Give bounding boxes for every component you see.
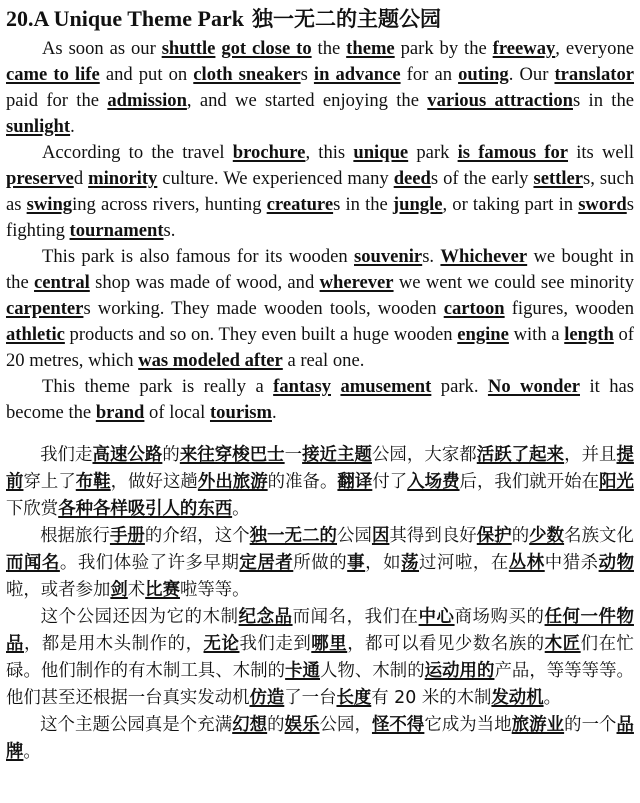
title-chinese: 独一无二的主题公园	[251, 7, 441, 31]
english-paragraph	[6, 244, 634, 374]
text-run: .	[70, 116, 75, 137]
text-run: and put on	[99, 64, 194, 85]
text-run: products and so on. They even built a huge wooden	[64, 324, 458, 345]
vocabulary-term: was modeled after	[138, 350, 283, 371]
vocabulary-term: 幻想	[232, 715, 268, 735]
vocabulary-term: 长度	[336, 688, 372, 708]
text-run: its well	[568, 142, 634, 163]
text-run: This park is also famous for its wooden	[42, 246, 354, 267]
vocabulary-term: 因	[371, 526, 390, 546]
vocabulary-term: central	[34, 272, 90, 293]
vocabulary-term: 入场费	[407, 472, 460, 492]
text-run: 根据旅行	[40, 526, 110, 546]
text-run: . Our	[508, 64, 555, 85]
text-run: 人物、木制的	[320, 661, 425, 681]
text-run: 这个主题公园真是个充满	[40, 715, 233, 735]
text-run: 啦，或者参加	[6, 580, 111, 600]
vocabulary-term: 比赛	[145, 580, 180, 600]
text-run: , and we started enjoying the	[186, 90, 428, 111]
vocabulary-term: amusement	[340, 376, 432, 397]
text-run: 而闻名，我们在	[292, 607, 419, 627]
text-run: s, such as	[6, 168, 634, 215]
vocabulary-term: 活跃了起来	[476, 445, 565, 465]
vocabulary-term: came to life	[6, 64, 100, 85]
text-run: 的	[267, 715, 285, 735]
text-run: , everyone	[555, 38, 634, 59]
text-run: we went we could see minority	[393, 272, 634, 293]
text-run: 。	[23, 742, 41, 762]
vocabulary-term: brochure	[232, 142, 306, 163]
text-run: 了一台	[284, 688, 337, 708]
vocabulary-term: cloth sneaker	[193, 64, 301, 85]
vocabulary-term: sunlight	[6, 116, 71, 137]
text-run: 的介绍，这个	[144, 526, 250, 546]
vocabulary-term: 定居者	[239, 553, 294, 573]
vocabulary-term: 手册	[109, 526, 145, 546]
text-run: 这个公园还因为它的木制	[40, 607, 239, 627]
vocabulary-term: 无论	[203, 634, 240, 654]
vocabulary-term: minority	[88, 168, 158, 189]
text-run: 的	[162, 445, 180, 465]
vocabulary-term: No wonder	[487, 376, 580, 397]
text-run: s working. They made wooden tools, wooden	[83, 298, 444, 319]
vocabulary-term: fantasy	[273, 376, 331, 397]
text-run: 后，我们就开始在	[459, 472, 600, 492]
vocabulary-term: freeway	[492, 38, 556, 59]
vocabulary-term: 剑	[110, 580, 128, 600]
chinese-translation	[6, 442, 634, 766]
text-run: 的一个	[564, 715, 617, 735]
text-run: 过河啦，在	[419, 553, 509, 573]
vocabulary-term: 旅游业	[511, 715, 565, 735]
vocabulary-term: 保护	[476, 526, 512, 546]
text-run: 。	[232, 499, 250, 519]
vocabulary-term: carpenter	[6, 298, 84, 319]
vocabulary-term: shuttle	[161, 38, 216, 59]
text-run: 我们走到	[239, 634, 312, 654]
vocabulary-term: deed	[393, 168, 431, 189]
vocabulary-term: 娱乐	[284, 715, 320, 735]
text-run: park by the	[394, 38, 493, 59]
text-run: As soon as our	[42, 38, 162, 59]
text-run: we bought in the	[6, 246, 634, 293]
chinese-paragraph	[6, 712, 634, 766]
text-run: 们在忙碌。他们制作的有木制工具、木制的	[6, 634, 634, 681]
vocabulary-term: 阳光	[599, 472, 634, 492]
text-run: figures, wooden	[504, 298, 634, 319]
vocabulary-term: swing	[26, 194, 73, 215]
vocabulary-term: brand	[95, 402, 145, 423]
text-run: 中猎杀	[544, 553, 599, 573]
vocabulary-term: 丛林	[508, 553, 545, 573]
chinese-paragraph	[6, 523, 634, 604]
vocabulary-term: unique	[353, 142, 409, 163]
vocabulary-term: athletic	[6, 324, 65, 345]
vocabulary-term: preserve	[6, 168, 74, 189]
text-run: s.	[422, 246, 441, 267]
vocabulary-term: 独一无二的	[249, 526, 338, 546]
vocabulary-term: Whichever	[440, 246, 528, 267]
vocabulary-term: theme	[346, 38, 395, 59]
vocabulary-term: jungle	[392, 194, 443, 215]
text-run: park	[408, 142, 458, 163]
text-run: ，都是用木头制作的，	[23, 634, 204, 654]
vocabulary-term: souvenir	[354, 246, 423, 267]
text-run: 它成为当地	[424, 715, 512, 735]
section-gap	[6, 426, 634, 442]
vocabulary-term: outing	[458, 64, 509, 85]
text-run: for an	[400, 64, 459, 85]
text-run: 的准备。	[267, 472, 338, 492]
vocabulary-term: 哪里	[311, 634, 348, 654]
vocabulary-term: sword	[578, 194, 627, 215]
vocabulary-term: admission	[107, 90, 187, 111]
vocabulary-term: 运动用的	[424, 661, 495, 681]
text-run: 我们走	[40, 445, 93, 465]
text-run: , or taking part in	[442, 194, 579, 215]
text-run: of local	[144, 402, 210, 423]
vocabulary-term: got close to	[221, 38, 312, 59]
english-paragraph	[6, 140, 634, 244]
chinese-paragraph	[6, 442, 634, 523]
vocabulary-term: 动物	[598, 553, 634, 573]
text-run: 。我们体验了许多早期	[59, 553, 240, 573]
vocabulary-term: cartoon	[443, 298, 505, 319]
vocabulary-term: creature	[266, 194, 334, 215]
text-run: 有 20 米的木制	[371, 688, 492, 708]
text-run: s of the early	[430, 168, 534, 189]
text-run: s	[300, 64, 314, 85]
vocabulary-term: 发动机	[491, 688, 544, 708]
english-paragraph	[6, 374, 634, 426]
text-run: shop was made of wood, and	[89, 272, 320, 293]
text-run: d	[73, 168, 89, 189]
text-run: 产品，等等等等。他们甚至还根据一台真实发动机	[6, 661, 634, 708]
text-run: .	[271, 402, 277, 423]
vocabulary-term: 木匠	[544, 634, 581, 654]
vocabulary-term: 卡通	[285, 661, 320, 681]
text-run: 。	[543, 688, 561, 708]
vocabulary-term: 中心	[418, 607, 455, 627]
vocabulary-term: 布鞋	[75, 472, 111, 492]
text-run: 商场购买的	[454, 607, 545, 627]
text-run: park.	[431, 376, 488, 397]
vocabulary-term: 少数	[529, 526, 565, 546]
chinese-paragraph	[6, 604, 634, 712]
vocabulary-term: 事	[347, 553, 366, 573]
vocabulary-term: tournament	[69, 220, 164, 241]
vocabulary-term: is famous for	[457, 142, 569, 163]
text-run: paid for the	[6, 90, 108, 111]
vocabulary-term: 来往穿梭巴士	[179, 445, 285, 465]
text-run: 公园	[337, 526, 372, 546]
text-run: s fighting	[6, 194, 634, 241]
vocabulary-term: 怪不得	[371, 715, 425, 735]
title-english: 20.A Unique Theme Park	[6, 6, 244, 31]
vocabulary-term: 各种各样吸引人的东西	[58, 499, 233, 519]
text-run: culture. We experienced many	[157, 168, 394, 189]
text-run: 所做的	[293, 553, 348, 573]
text-run: the	[311, 38, 347, 59]
text-run: ，做好这趟	[110, 472, 198, 492]
vocabulary-term: various attraction	[427, 90, 573, 111]
text-run: ，如	[365, 553, 402, 573]
text-run: 公园，大家都	[371, 445, 477, 465]
text-run: 啦等等。	[179, 580, 250, 600]
text-run: s in the	[333, 194, 393, 215]
vocabulary-term: 翻译	[337, 472, 373, 492]
text-run: According to the travel	[42, 142, 233, 163]
text-run: , this	[305, 142, 354, 163]
vocabulary-term: 纪念品	[238, 607, 293, 627]
vocabulary-term: 任何一件物品	[6, 607, 634, 654]
vocabulary-term: 仿造	[249, 688, 285, 708]
text-run: 付了	[372, 472, 408, 492]
vocabulary-term: 荡	[401, 553, 420, 573]
vocabulary-term: engine	[457, 324, 509, 345]
text-run: ，都可以看见少数名族的	[347, 634, 545, 654]
text-run: s.	[163, 220, 176, 241]
text-run: 一	[284, 445, 303, 465]
text-run: ，并且	[564, 445, 617, 465]
text-run: s in the	[572, 90, 635, 111]
text-run: 公园，	[319, 715, 372, 735]
vocabulary-term: translator	[554, 64, 635, 85]
text-run: ing across rivers, hunting	[72, 194, 267, 215]
text-run: of 20 metres, which	[6, 324, 634, 371]
vocabulary-term: tourism	[209, 402, 272, 423]
text-run: a real one.	[282, 350, 365, 371]
text-run: This theme park is really a	[42, 376, 274, 397]
vocabulary-term: 而闻名	[6, 553, 60, 573]
vocabulary-term: in advance	[313, 64, 401, 85]
vocabulary-term: 高速公路	[92, 445, 163, 465]
text-run: 穿上了	[23, 472, 76, 492]
page-title	[6, 4, 634, 34]
vocabulary-term: settler	[533, 168, 584, 189]
english-paragraph	[6, 36, 634, 140]
text-run: it has become the	[6, 376, 634, 423]
text-run: 的	[511, 526, 530, 546]
text-run: 下欣赏	[6, 499, 59, 519]
vocabulary-term: 接近主题	[302, 445, 372, 465]
vocabulary-term: 外出旅游	[197, 472, 268, 492]
text-run: 名族文化	[564, 526, 634, 546]
vocabulary-term: 品牌	[6, 715, 634, 762]
vocabulary-term: length	[564, 324, 614, 345]
english-passage	[6, 36, 634, 426]
text-run: 其得到良好	[389, 526, 477, 546]
vocabulary-term: 提前	[6, 445, 634, 492]
vocabulary-term: wherever	[319, 272, 394, 293]
text-run: with a	[508, 324, 565, 345]
text-run: 术	[127, 580, 146, 600]
